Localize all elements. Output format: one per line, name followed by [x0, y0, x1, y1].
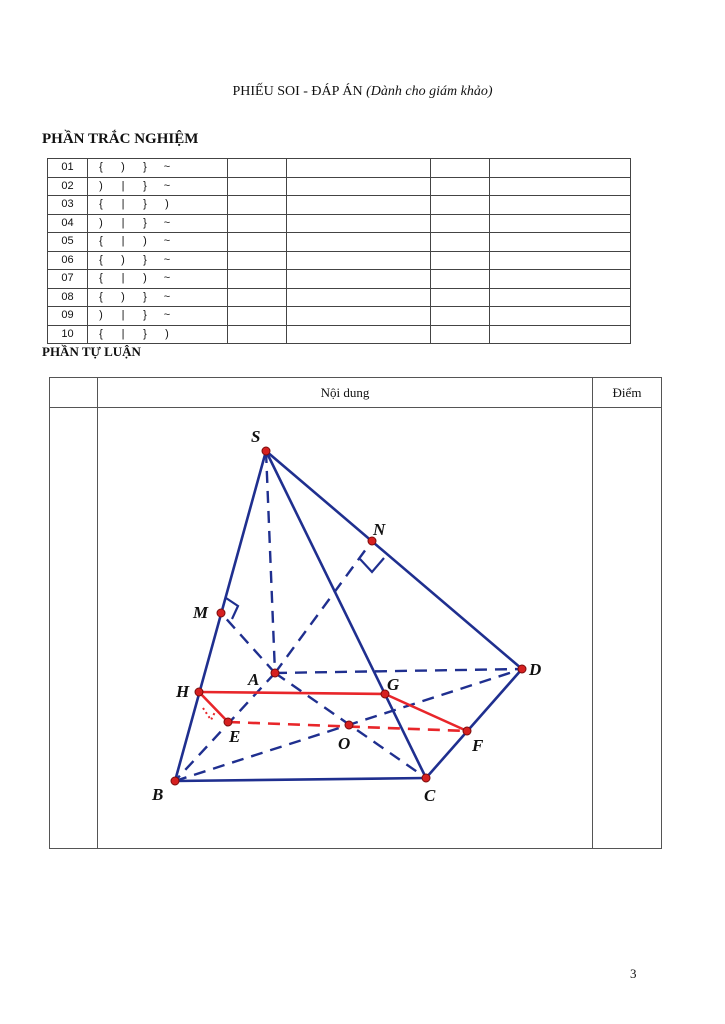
empty-cell	[490, 233, 631, 252]
answer-mark: )	[165, 198, 169, 211]
answer-mark: }	[143, 179, 147, 192]
answer-mark: {	[99, 253, 103, 266]
empty-cell	[431, 288, 490, 307]
answer-marks	[88, 233, 228, 252]
segment-AN	[275, 541, 372, 673]
answer-mark: ~	[163, 253, 171, 266]
answer-mark: {	[99, 327, 103, 340]
right-angle-marks	[226, 558, 384, 619]
answer-mark: {	[99, 290, 103, 303]
empty-cell	[287, 177, 431, 196]
empty-cell	[287, 196, 431, 215]
answer-mark: {	[99, 235, 103, 248]
label-M: M	[193, 603, 209, 622]
answer-mark: |	[121, 272, 125, 285]
answer-mark: )	[99, 309, 103, 322]
answer-row	[48, 288, 631, 307]
essay-score-cell	[593, 408, 662, 849]
answer-mark: |	[121, 309, 125, 322]
answer-row	[48, 325, 631, 344]
question-number: 01	[48, 159, 88, 178]
title-subtitle: (Dành cho giám khảo)	[366, 84, 493, 99]
answer-mark: )	[121, 161, 125, 174]
answer-mark: |	[121, 216, 125, 229]
answer-marks	[88, 307, 228, 326]
answer-row	[48, 159, 631, 178]
edge-CD	[426, 669, 522, 778]
answer-row	[48, 270, 631, 289]
edge-SD	[266, 451, 522, 669]
empty-cell	[490, 307, 631, 326]
answer-marks	[88, 159, 228, 178]
answer-row	[48, 214, 631, 233]
label-H: H	[176, 682, 190, 701]
empty-cell	[228, 251, 287, 270]
label-N: N	[373, 520, 386, 539]
point-D	[518, 665, 526, 673]
point-M	[217, 609, 225, 617]
section-HE	[199, 692, 228, 722]
edge-AD	[275, 669, 522, 673]
edge-SA	[266, 451, 275, 673]
label-G: G	[387, 675, 400, 694]
empty-cell	[431, 251, 490, 270]
answer-row	[48, 251, 631, 270]
essay-score-header: Điểm	[593, 378, 662, 408]
empty-cell	[431, 233, 490, 252]
answer-marks	[88, 196, 228, 215]
label-A: A	[248, 670, 260, 689]
answer-mark: }	[143, 327, 147, 340]
label-D: D	[529, 660, 542, 679]
answer-mark: }	[143, 161, 147, 174]
answer-marks	[88, 177, 228, 196]
right-angle-H	[203, 708, 216, 720]
essay-content-header: Nội dung	[98, 378, 593, 408]
empty-cell	[287, 233, 431, 252]
section-essay-heading: PHẦN TỰ LUẬN	[42, 344, 141, 359]
empty-cell	[287, 307, 431, 326]
empty-cell	[287, 159, 431, 178]
empty-cell	[431, 177, 490, 196]
answer-mark: )	[99, 179, 103, 192]
empty-cell	[228, 270, 287, 289]
empty-cell	[431, 196, 490, 215]
answer-mark: }	[143, 253, 147, 266]
page-title	[0, 84, 725, 100]
empty-cell	[287, 251, 431, 270]
answer-row	[48, 196, 631, 215]
answer-mark: {	[99, 161, 103, 174]
pyramid-figure	[100, 412, 560, 812]
answer-row	[48, 233, 631, 252]
empty-cell	[228, 288, 287, 307]
answer-marks	[88, 214, 228, 233]
answer-mark: }	[143, 309, 147, 322]
empty-cell	[431, 325, 490, 344]
right-angle-M	[226, 598, 238, 619]
point-E	[224, 718, 232, 726]
page-number: 3	[630, 966, 637, 981]
point-O	[345, 721, 353, 729]
edge-BC	[175, 778, 426, 781]
answer-mark: }	[143, 216, 147, 229]
empty-cell	[431, 270, 490, 289]
empty-cell	[431, 307, 490, 326]
answer-marks	[88, 270, 228, 289]
empty-cell	[431, 159, 490, 178]
question-number: 09	[48, 307, 88, 326]
answer-mark: ~	[163, 216, 171, 229]
answer-mark: )	[165, 327, 169, 340]
section-multiple-choice-heading: PHẦN TRẮC NGHIỆM	[42, 131, 199, 147]
empty-cell	[287, 214, 431, 233]
empty-cell	[228, 177, 287, 196]
label-B: B	[152, 785, 164, 804]
empty-cell	[228, 196, 287, 215]
label-O: O	[338, 734, 351, 753]
answer-mark: ~	[163, 272, 171, 285]
answer-mark: |	[121, 198, 125, 211]
label-E: E	[229, 727, 241, 746]
empty-cell	[490, 196, 631, 215]
answer-mark: )	[99, 216, 103, 229]
title-main: PHIẾU SOI - ĐÁP ÁN	[232, 84, 363, 99]
answer-mark: )	[121, 253, 125, 266]
answer-mark: ~	[163, 161, 171, 174]
empty-cell	[228, 214, 287, 233]
edge-SC	[266, 451, 426, 778]
empty-cell	[490, 214, 631, 233]
question-number: 05	[48, 233, 88, 252]
answer-table	[47, 158, 631, 344]
answer-mark: )	[143, 235, 147, 248]
empty-cell	[490, 325, 631, 344]
empty-cell	[490, 251, 631, 270]
question-number: 10	[48, 325, 88, 344]
label-C: C	[424, 786, 436, 805]
answer-marks	[88, 325, 228, 344]
point-F	[463, 727, 471, 735]
empty-cell	[287, 288, 431, 307]
question-number: 04	[48, 214, 88, 233]
point-H	[195, 688, 203, 696]
point-C	[422, 774, 430, 782]
answer-row	[48, 177, 631, 196]
empty-cell	[490, 177, 631, 196]
empty-cell	[490, 288, 631, 307]
question-number: 06	[48, 251, 88, 270]
empty-cell	[431, 214, 490, 233]
question-number: 08	[48, 288, 88, 307]
essay-table-header	[50, 378, 662, 408]
question-number: 07	[48, 270, 88, 289]
answer-row	[48, 307, 631, 326]
label-F: F	[472, 736, 484, 755]
question-number: 03	[48, 196, 88, 215]
answer-mark: ~	[163, 235, 171, 248]
answer-mark: )	[121, 290, 125, 303]
answer-marks	[88, 288, 228, 307]
answer-mark: ~	[163, 179, 171, 192]
empty-cell	[287, 325, 431, 344]
answer-mark: ~	[163, 309, 171, 322]
empty-cell	[228, 307, 287, 326]
empty-cell	[490, 270, 631, 289]
answer-mark: }	[143, 198, 147, 211]
section-HG	[199, 692, 385, 694]
point-B	[171, 777, 179, 785]
answer-mark: }	[143, 290, 147, 303]
section-polygon	[199, 692, 467, 731]
answer-mark: {	[99, 198, 103, 211]
empty-cell	[228, 325, 287, 344]
empty-cell	[490, 159, 631, 178]
answer-mark: |	[121, 327, 125, 340]
empty-cell	[228, 159, 287, 178]
essay-index-header	[50, 378, 98, 408]
segment-AM	[221, 613, 275, 673]
empty-cell	[287, 270, 431, 289]
empty-cell	[228, 233, 287, 252]
right-angle-N	[360, 558, 384, 572]
answer-mark: ~	[163, 290, 171, 303]
answer-marks	[88, 251, 228, 270]
label-S: S	[251, 427, 261, 446]
answer-mark: |	[121, 235, 125, 248]
point-S	[262, 447, 270, 455]
answer-mark: {	[99, 272, 103, 285]
answer-mark: |	[121, 179, 125, 192]
point-A	[271, 669, 279, 677]
question-number: 02	[48, 177, 88, 196]
answer-mark: )	[143, 272, 147, 285]
essay-index-cell	[50, 408, 98, 849]
